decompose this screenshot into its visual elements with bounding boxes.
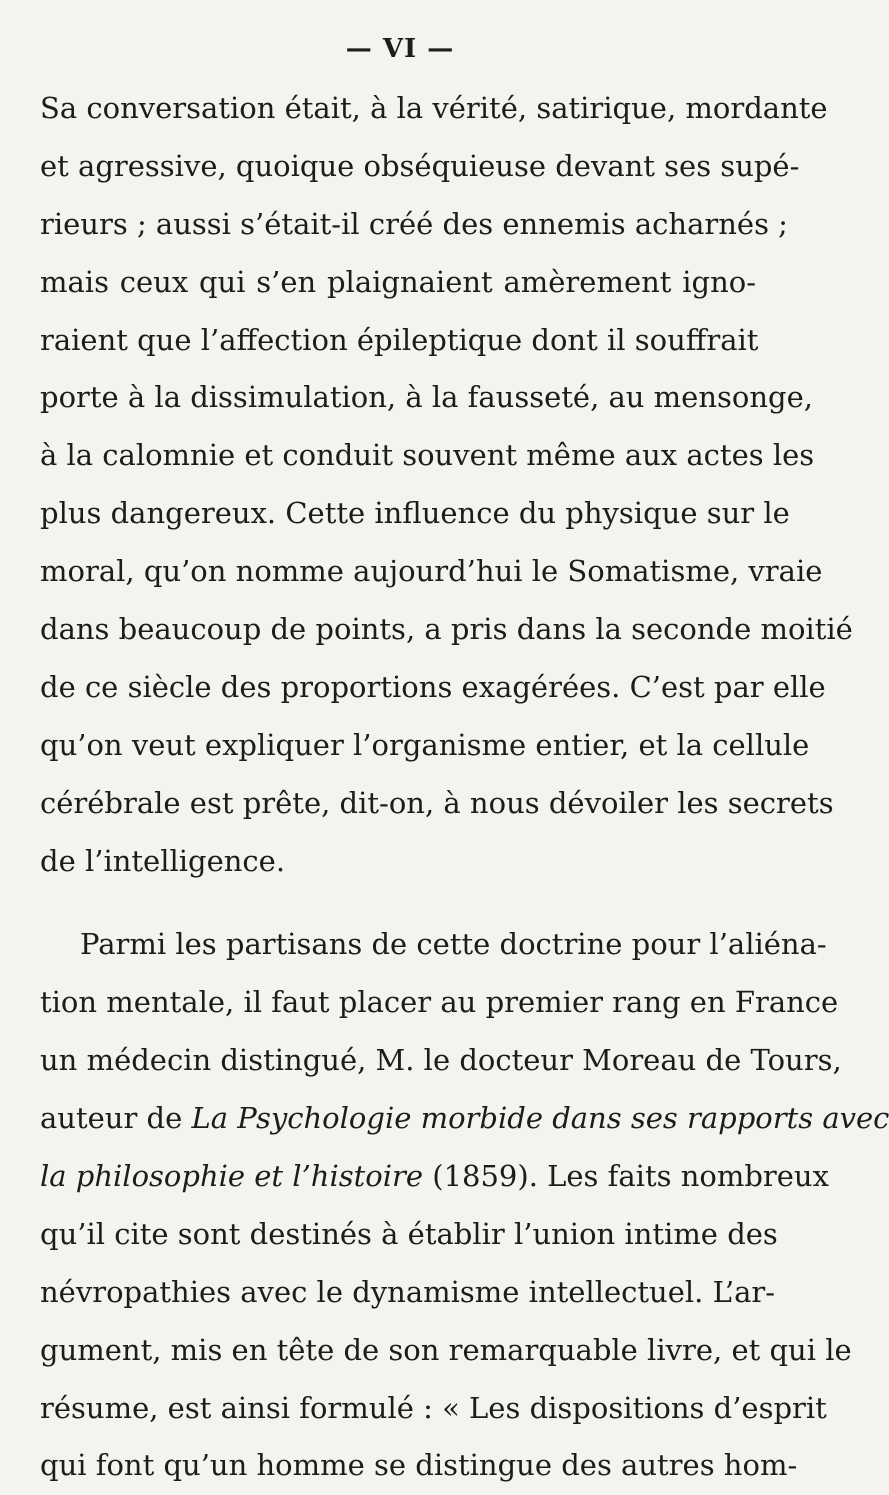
text-line: moral, qu’on nomme aujourd’hui le Somatisme, vraie [40,543,756,601]
text-line: un médecin distingué, M. le docteur Moreau de Tours, [40,1032,756,1090]
text-line: rieurs ; aussi s’était-il créé des ennemis acharnés ; [40,196,756,254]
paragraph-2 [40,916,756,1495]
page-number: — VI — [0,34,800,64]
text-line: dans beaucoup de points, a pris dans la seconde moitié [40,601,756,659]
text-line: de l’intelligence. [40,833,756,891]
text-line: Sa conversation était, à la vérité, satirique, mordante [40,80,756,138]
text-line: gument, mis en tête de son remarquable livre, et qui le [40,1322,756,1380]
text-line: névropathies avec le dynamisme intellectuel. L’ar- [40,1264,756,1322]
text-line: de ce siècle des proportions exagérées. C’est par elle [40,659,756,717]
text-line: cérébrale est prête, dit-on, à nous dévoiler les secrets [40,775,756,833]
text-line: à la calomnie et conduit souvent même aux actes les [40,427,756,485]
text-line: porte à la dissimulation, à la fausseté, au mensonge, [40,369,756,427]
body-text [40,80,756,1495]
text-line: tion mentale, il faut placer au premier rang en France [40,974,756,1032]
text-line [40,1090,756,1148]
text-line [40,1148,756,1206]
paragraph-gap [40,890,756,916]
text-line: Parmi les partisans de cette doctrine pour l’aliéna- [40,916,756,974]
paragraph-1 [40,80,756,890]
text-run: (1859). Les faits nombreux [423,1159,829,1193]
text-line: qu’il cite sont destinés à établir l’union intime des [40,1206,756,1264]
text-line: plus dangereux. Cette influence du physique sur le [40,485,756,543]
text-run: auteur de [40,1101,192,1135]
book-title-italic: La Psychologie morbide dans ses rapports avec [192,1101,889,1135]
text-line: raient que l’affection épileptique dont il souffrait [40,312,756,370]
text-line: résume, est ainsi formulé : « Les dispositions d’esprit [40,1380,756,1438]
text-line: et agressive, quoique obséquieuse devant ses supé- [40,138,756,196]
text-line: mais ceux qui s’en plaignaient amèrement igno- [40,254,756,312]
text-line: qui font qu’un homme se distingue des autres hom- [40,1437,756,1495]
text-line: qu’on veut expliquer l’organisme entier, et la cellule [40,717,756,775]
book-title-italic: la philosophie et l’histoire [40,1159,423,1193]
